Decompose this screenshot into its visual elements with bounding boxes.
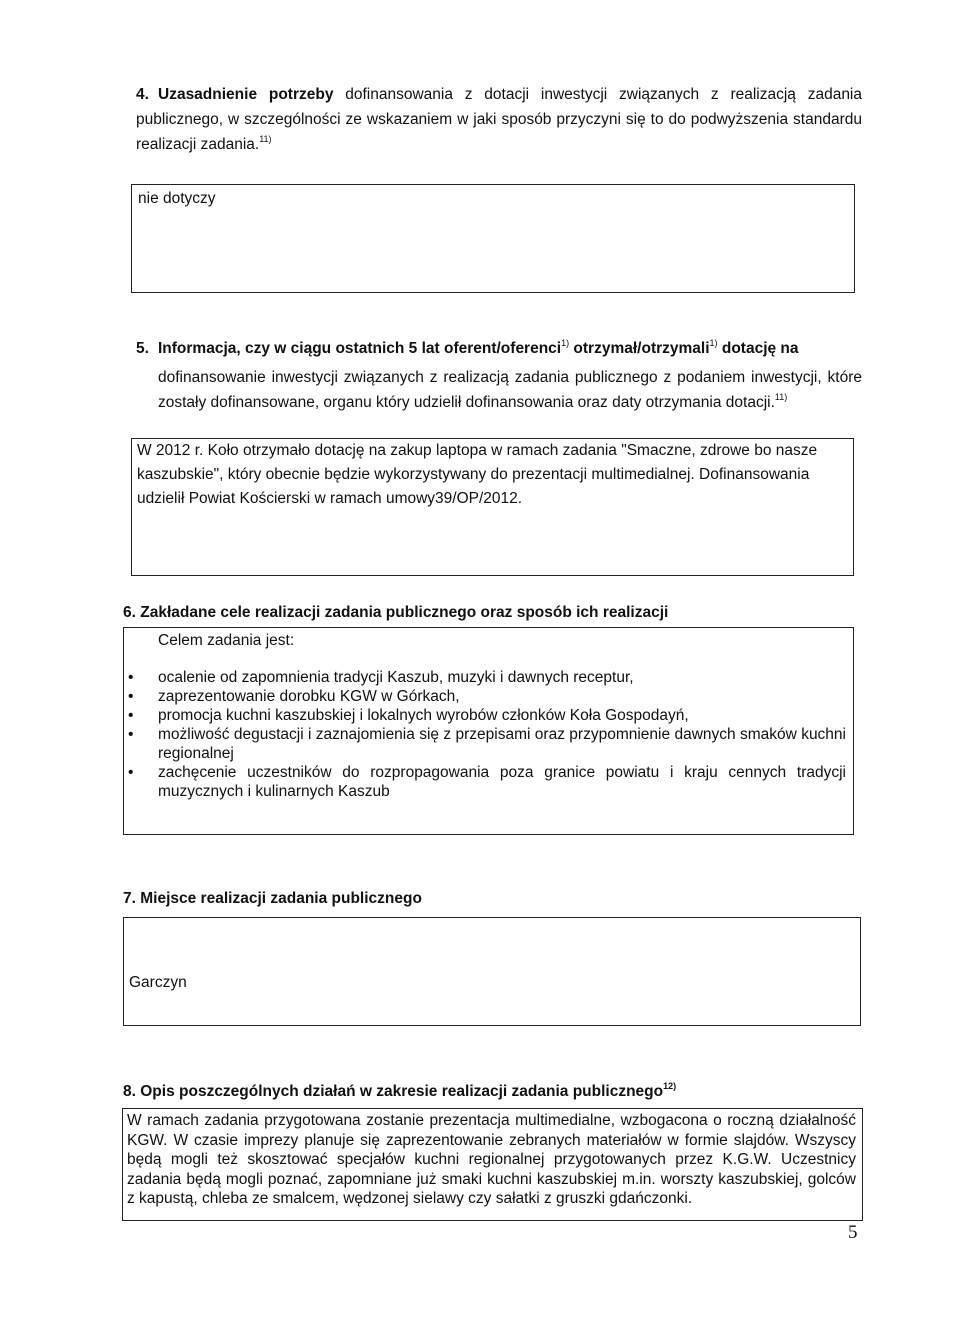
goal-list-item: • promocja kuchni kaszubskiej i lokalnych wyrobów członków Koła Gospodayń, — [124, 706, 846, 725]
section-8-answer-box — [122, 1108, 863, 1221]
section-4-title-rest: dofinansowania z dotacji inwestycji związanych z realizacją zadania publicznego, w szczególności ze wskazaniem w jaki sposób przyczyni się to do podwyższenia standardu realizacji zadania. — [136, 86, 862, 153]
section-7-answer-box — [123, 917, 861, 1026]
goal-list-item: • możliwość degustacji i zaznajomienia się z przepisami oraz przypomnienie dawnych smaków kuchni regionalnej — [124, 725, 846, 763]
section-5-answer-box — [131, 438, 854, 576]
section-6-heading — [123, 602, 668, 624]
section-6-answer-box — [123, 627, 854, 835]
section-4-heading — [136, 82, 862, 157]
section-5-heading — [136, 336, 862, 361]
footnote-ref: 11) — [774, 392, 788, 402]
goal-list-item: • ocalenie od zapomnienia tradycji Kaszub, muzyki i dawnych receptur, — [124, 668, 846, 687]
footnote-ref: 1) — [561, 338, 570, 348]
section-8-title: Opis poszczególnych działań w zakresie realizacji zadania publicznego — [140, 1083, 664, 1100]
section-6-number: 6. — [123, 604, 136, 621]
goal-list-item: • zachęcenie uczestników do rozpropagowania poza granice powiatu i kraju cennych tradycji muzycznych i kulinarnych Kaszub — [124, 763, 846, 801]
section-7-title: Miejsce realizacji zadania publicznego — [140, 890, 422, 907]
section-6-goal-list — [124, 668, 846, 801]
section-5-title-rest: dofinansowanie inwestycji związanych z realizacją zadania publicznego z podaniem inwestycji, które zostały dofinansowane, organu który udzielił dofinansowania oraz daty otrzymania dotacji. — [158, 369, 862, 411]
section-8-answer: W ramach zadania przygotowana zostanie prezentacja multimedialne, wzbogacona o roczną działalność KGW. W czasie imprezy planuje się zaprezentowanie zebranych materiałów w formie slajdów. Wszyscy będą mogli też skosztować specjałów kuchni regionalnej przygotowanych przez K.G.W. Uczestnicy zadania będą mogli poznać, zapomniane już smaki kuchni kaszubskiej m.in. worszty kaszubskiej, golców z kapustą, chleba ze smalcem, wędzonej sielawy czy sałatki z gruszki gdańczonki. — [127, 1112, 856, 1207]
footnote-ref: 1) — [709, 338, 718, 348]
section-4-title-bold: Uzasadnienie potrzeby — [158, 86, 334, 103]
goal-list-item: • zaprezentowanie dorobku KGW w Górkach, — [124, 687, 846, 706]
section-8-number: 8. — [123, 1083, 136, 1100]
section-5-title-bold-b: otrzymał/otrzymali — [569, 340, 710, 357]
footnote-ref: 12) — [663, 1081, 677, 1091]
section-5-description — [158, 365, 862, 415]
section-4-answer: nie dotyczy — [138, 190, 216, 207]
footnote-ref: 11) — [259, 134, 272, 144]
section-4-number: 4. — [136, 86, 149, 103]
section-6-title: Zakładane cele realizacji zadania publicznego oraz sposób ich realizacji — [140, 604, 669, 621]
section-7-heading — [123, 888, 422, 910]
section-7-answer: Garczyn — [129, 974, 187, 991]
section-7-number: 7. — [123, 890, 136, 907]
section-8-heading — [123, 1081, 676, 1103]
section-6-intro: Celem zadania jest: — [158, 632, 295, 649]
section-4-answer-box — [131, 184, 855, 293]
page-number: 5 — [848, 1222, 858, 1243]
section-5-number: 5. — [136, 340, 149, 357]
section-5-title-bold-a: Informacja, czy w ciągu ostatnich 5 lat oferent/oferenci — [158, 340, 562, 357]
section-5-title-bold-c: dotację na — [717, 340, 799, 357]
section-5-answer: W 2012 r. Koło otrzymało dotację na zakup laptopa w ramach zadania "Smaczne, zdrowe bo nasze kaszubskie", który obecnie będzie wykorzystywany do prezentacji multimedialnej. Dofinansowania udzielił Powiat Kościerski w ramach umowy39/OP/2012. — [137, 442, 818, 507]
